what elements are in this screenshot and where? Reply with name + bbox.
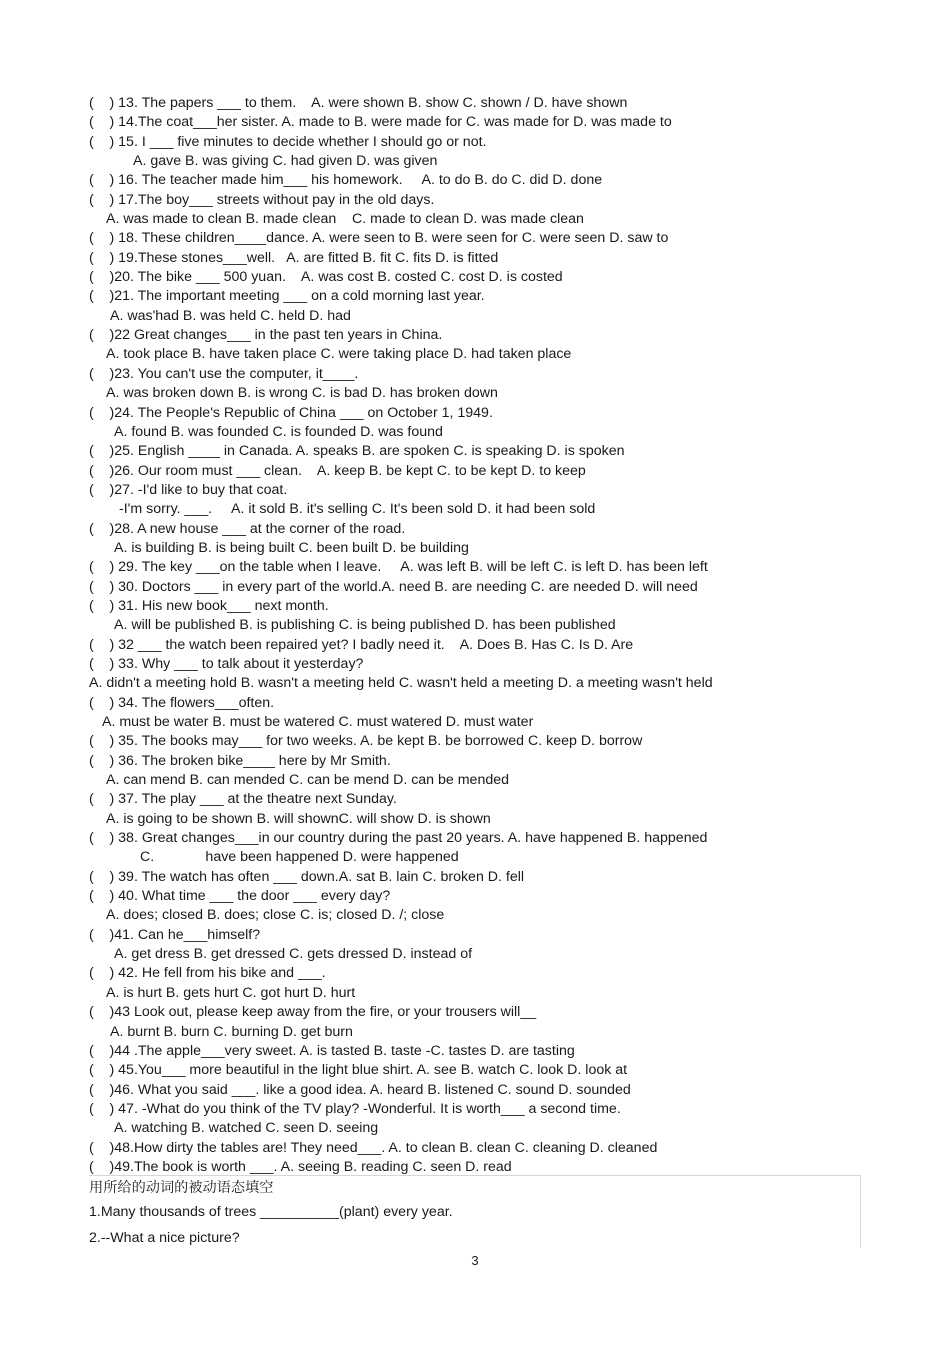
answer-options: A. didn't a meeting hold B. wasn't a meeting held C. wasn't held a meeting D. a meeting wasn't held [89,675,713,692]
question-line: ( ) 38. Great changes___in our country during the past 20 years. A. have happened B. happened [89,830,708,847]
answer-options: A. get dress B. get dressed C. gets dressed D. instead of [114,946,473,963]
answer-options: A. is going to be shown B. will shownC. will show D. is shown [106,810,491,827]
question-line: ( ) 14.The coat___her sister. A. made to B. were made for C. was made for D. was made to [89,114,672,131]
answer-options: A. burnt B. burn C. burning D. get burn [110,1023,353,1040]
answer-options: A. found B. was founded C. is founded D. was found [114,423,443,440]
question-line: ( ) 40. What time ___ the door ___ every day? [89,888,391,905]
question-line: ( ) 37. The play ___ at the theatre next Sunday. [89,791,397,808]
question-line: ( ) 16. The teacher made him___ his homework. A. to do B. do C. did D. done [89,172,603,189]
answer-options: A. was made to clean B. made clean C. made to clean D. was made clean [106,211,584,228]
question-line: ( )23. You can't use the computer, it____. [89,365,359,382]
question-line: ( ) 19.These stones___well. A. are fitted B. fit C. fits D. is fitted [89,249,499,266]
question-line: ( )27. -I'd like to buy that coat. [89,481,288,498]
question-line: ( )28. A new house ___ at the corner of the road. [89,520,406,537]
question-line: ( ) 33. Why ___ to talk about it yesterday? [89,655,364,672]
question-line: ( ) 30. Doctors ___ in every part of the world.A. need B. are needing C. are needed D. will need [89,578,698,595]
fill-in-item: 1.Many thousands of trees __________(plant) every year. [89,1204,453,1220]
question-line: ( )24. The People's Republic of China ___ on October 1, 1949. [89,404,493,421]
page-number: 3 [471,1253,479,1268]
question-line: ( ) 47. -What do you think of the TV play? -Wonderful. It is worth___ a second time. [89,1100,621,1117]
question-line: ( )44 .The apple___very sweet. A. is tasted B. taste -C. tastes D. are tasting [89,1042,575,1059]
question-line: ( ) 34. The flowers___often. [89,694,275,711]
question-line: ( )26. Our room must ___ clean. A. keep B. be kept C. to be kept D. to keep [89,462,586,479]
question-line: ( ) 13. The papers ___ to them. A. were shown B. show C. shown / D. have shown [89,95,628,111]
question-line: ( )48.How dirty the tables are! They need___. A. to clean B. clean C. cleaning D. cleaned [89,1139,658,1156]
question-line: ( )46. What you said ___. like a good idea. A. heard B. listened C. sound D. sounded [89,1081,631,1098]
question-line: ( ) 18. These children____dance. A. were seen to B. were seen for C. were seen D. saw to [89,230,669,247]
fill-in-item: 2.--What a nice picture? [89,1230,240,1246]
question-line: ( )20. The bike ___ 500 yuan. A. was cost B. costed C. cost D. is costed [89,269,563,286]
question-line: ( )25. English ____ in Canada. A. speaks B. are spoken C. is speaking D. is spoken [89,443,625,460]
question-line: ( ) 45.You___ more beautiful in the light blue shirt. A. see B. watch C. look D. look at [89,1062,628,1079]
question-line: ( ) 29. The key ___on the table when I leave. A. was left B. will be left C. is left D. has been left [89,559,708,576]
question-line: ( ) 42. He fell from his bike and ___. [89,965,326,982]
question-line: ( )22 Great changes___ in the past ten years in China. [89,327,443,344]
question-line: ( )21. The important meeting ___ on a cold morning last year. [89,288,485,305]
question-line: ( ) 35. The books may___ for two weeks. A. be kept B. be borrowed C. keep D. borrow [89,733,643,750]
question-line: ( ) 31. His new book___ next month. [89,597,329,614]
answer-options: A. must be water B. must be watered C. must watered D. must water [102,714,534,730]
answer-options: A. watching B. watched C. seen D. seeing [114,1120,379,1137]
question-line: ( ) 36. The broken bike____ here by Mr Smith. [89,752,391,769]
answer-options: A. gave B. was giving C. had given D. was given [133,153,438,170]
answer-options: A. is hurt B. gets hurt C. got hurt D. hurt [106,984,356,1001]
answer-options: A. was broken down B. is wrong C. is bad D. has broken down [106,385,498,402]
question-line: ( ) 15. I ___ five minutes to decide whether I should go or not. [89,133,487,150]
answer-options: A. will be published B. is publishing C. is being published D. has been published [114,617,616,634]
answer-options: C. have been happened D. were happened [140,849,459,866]
question-line: ( )43 Look out, please keep away from the fire, or your trousers will__ [89,1004,537,1021]
answer-options: A. took place B. have taken place C. were taking place D. had taken place [106,346,572,363]
question-line: ( )49.The book is worth ___. A. seeing B. reading C. seen D. read [89,1158,512,1175]
answer-options: A. does; closed B. does; close C. is; closed D. /; close [106,907,445,924]
question-line: ( ) 32 ___ the watch been repaired yet? I badly need it. A. Does B. Has C. Is D. Are [89,636,634,653]
answer-options: A. was'had B. was held C. held D. had [110,307,351,324]
answer-options: A. is building B. is being built C. been built D. be building [114,539,469,556]
question-line: ( ) 39. The watch has often ___ down.A. sat B. lain C. broken D. fell [89,868,525,885]
question-list [0,94,950,1177]
answer-options: -I'm sorry. ___. A. it sold B. it's selling C. It's been sold D. it had been sold [119,501,596,518]
question-line: ( )41. Can he___himself? [89,926,261,943]
answer-options: A. can mend B. can mended C. can be mend D. can be mended [106,772,510,789]
section-title: 用所给的动词的被动语态填空 [89,1180,274,1196]
question-line: ( ) 17.The boy___ streets without pay in the old days. [89,191,435,208]
